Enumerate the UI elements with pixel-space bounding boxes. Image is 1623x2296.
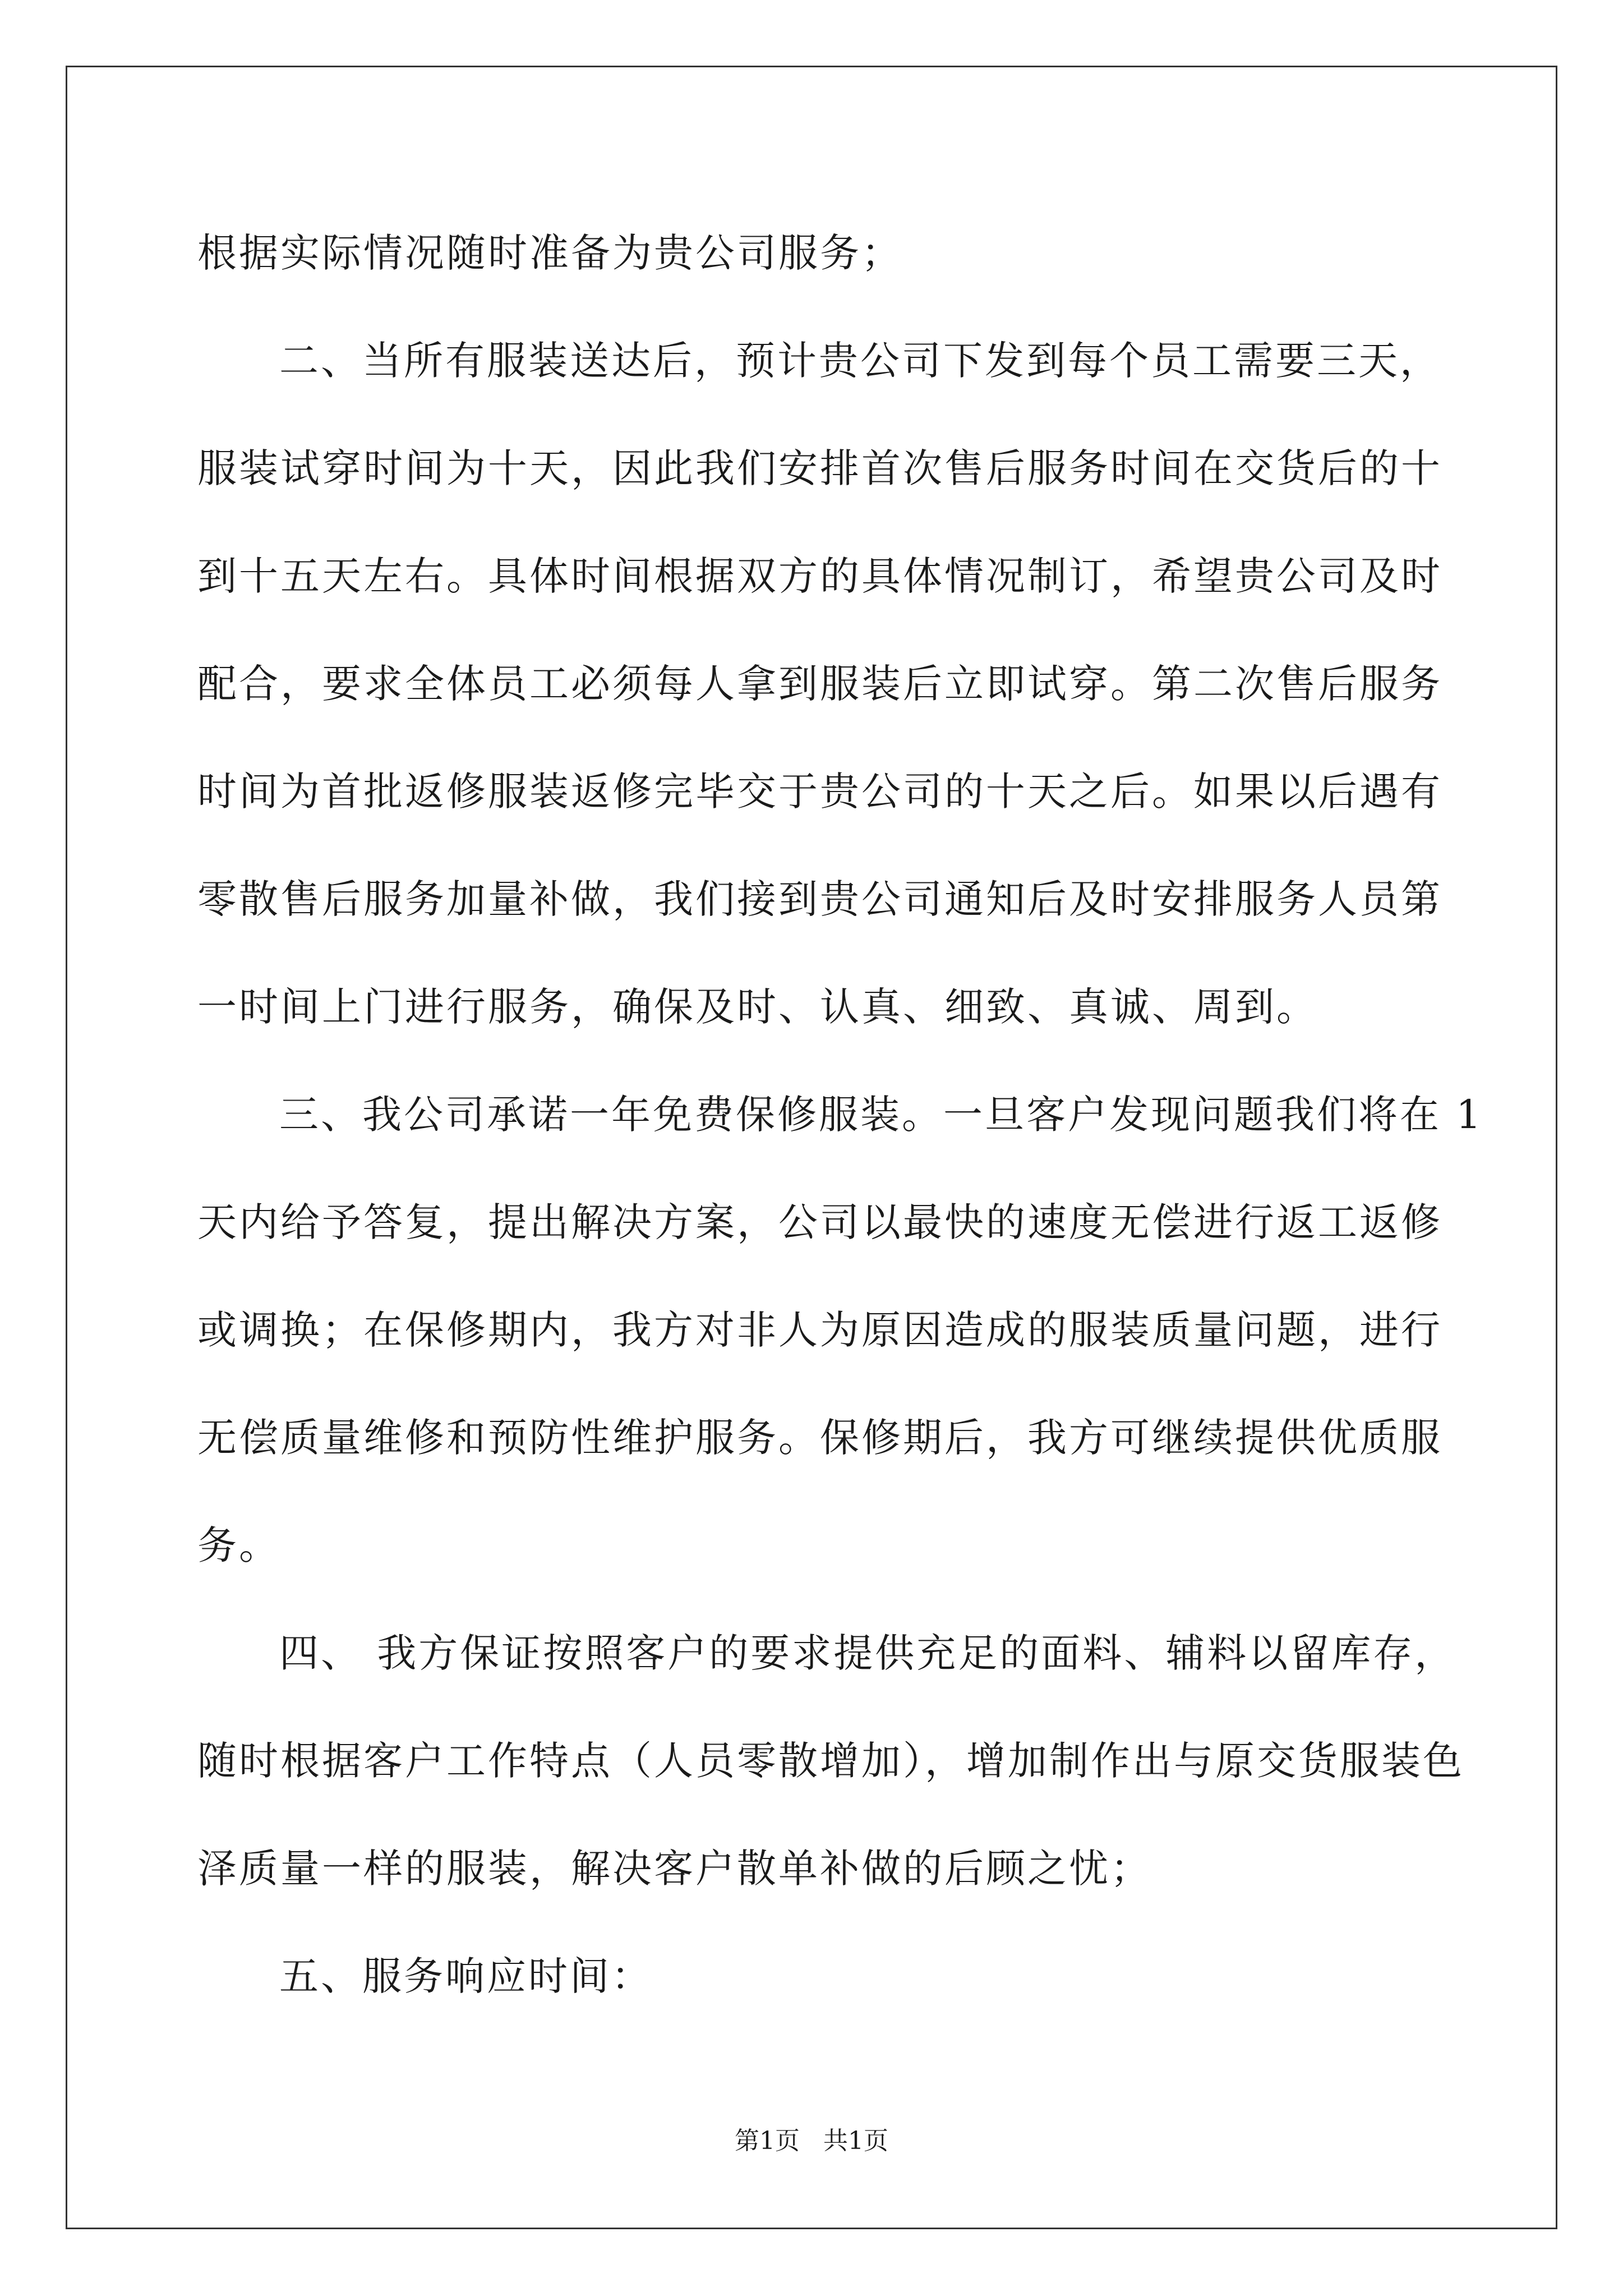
text-line: 到十五天左右。具体时间根据双方的具体情况制订，希望贵公司及时	[197, 553, 1442, 599]
text-line: 根据实际情况随时准备为贵公司服务；	[197, 230, 903, 276]
text-line: 零散售后服务加量补做，我们接到贵公司通知后及时安排服务人员第	[197, 876, 1442, 922]
page-number: 第1页 共1页	[735, 2127, 888, 2155]
page-border	[66, 66, 1557, 2229]
text-line: 二、当所有服装送达后，预计贵公司下发到每个员工需要三天，	[279, 338, 1441, 384]
text-line: 无偿质量维修和预防性维护服务。保修期后，我方可继续提供优质服	[197, 1415, 1442, 1461]
text-line: 务。	[197, 1522, 280, 1568]
text-line: 配合，要求全体员工必须每人拿到服装后立即试穿。第二次售后服务	[197, 661, 1442, 707]
text-line: 随时根据客户工作特点（人员零散增加），增加制作出与原交货服装色	[197, 1738, 1464, 1784]
text-line: 一时间上门进行服务，确保及时、认真、细致、真诚、周到。	[197, 984, 1318, 1030]
text-line: 三、我公司承诺一年免费保修服装。一旦客户发现问题我们将在 1	[279, 1092, 1483, 1138]
text-line: 四、 我方保证按照客户的要求提供充足的面料、辅料以留库存，	[279, 1630, 1456, 1676]
text-line: 或调换；在保修期内，我方对非人为原因造成的服装质量问题，进行	[197, 1307, 1442, 1353]
text-line: 天内给予答复，提出解决方案，公司以最快的速度无偿进行返工返修	[197, 1199, 1442, 1245]
text-line: 时间为首批返修服装返修完毕交于贵公司的十天之后。如果以后遇有	[197, 769, 1442, 815]
text-line: 服装试穿时间为十天，因此我们安排首次售后服务时间在交货后的十	[197, 445, 1442, 491]
text-line: 泽质量一样的服装，解决客户散单补做的后顾之忧；	[197, 1846, 1152, 1892]
text-line: 五、服务响应时间：	[279, 1953, 653, 1999]
